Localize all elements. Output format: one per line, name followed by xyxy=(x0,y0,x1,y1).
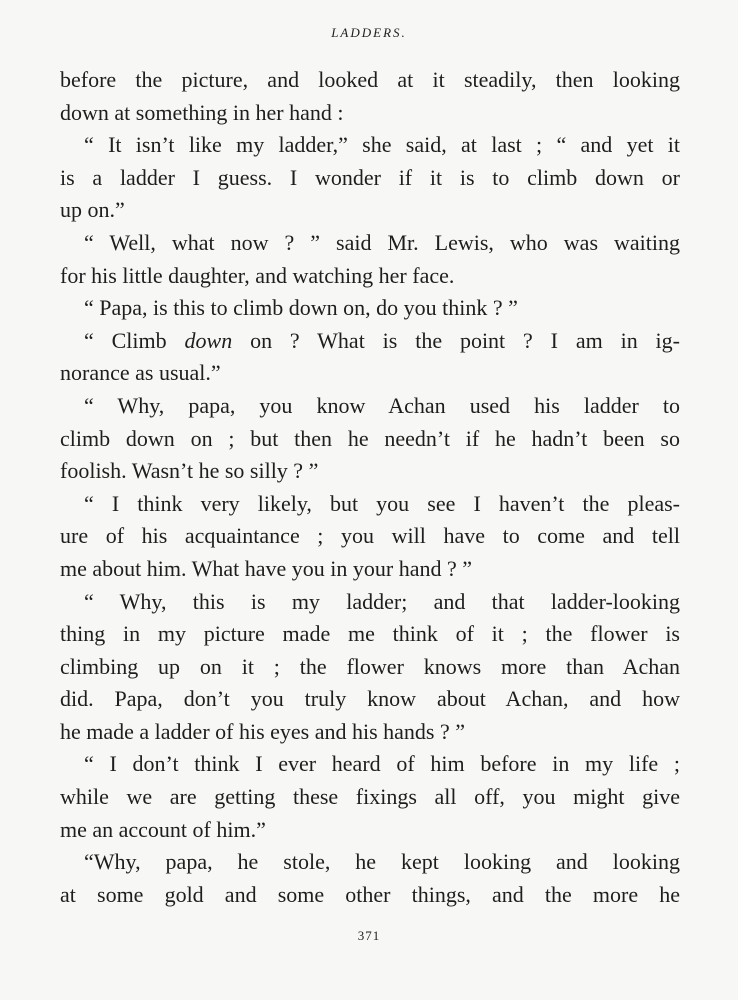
text-line: climbing up on it ; the flower knows more than Achan xyxy=(60,653,680,679)
text-line xyxy=(60,325,680,358)
text-line: for his little daughter, and watching her face. xyxy=(60,262,455,288)
text-line: while we are getting these fixings all off, you might give xyxy=(60,784,680,810)
text-line: up on.” xyxy=(60,197,125,223)
text-line: “ Why, papa, you know Achan used his ladder to xyxy=(84,392,680,418)
text-line: norance as usual.” xyxy=(60,360,221,386)
text-line: “ It isn’t like my ladder,” she said, at last ; “ and yet it xyxy=(84,132,680,158)
running-header: LADDERS. xyxy=(331,25,407,40)
text-segment: “ Climb xyxy=(84,327,185,353)
text-line: me about him. What have you in your hand ? ” xyxy=(60,555,472,581)
emphasized-word: down xyxy=(184,327,233,353)
text-line: down at something in her hand : xyxy=(60,99,344,125)
text-line: me an account of him.” xyxy=(60,816,266,842)
text-line: “ I think very likely, but you see I haven’t the pleas- xyxy=(84,490,680,516)
text-line: “Why, papa, he stole, he kept looking and looking xyxy=(84,849,680,875)
text-line: “ Why, this is my ladder; and that ladder-looking xyxy=(84,588,680,614)
text-line: “ Papa, is this to climb down on, do you think ? ” xyxy=(84,295,518,321)
text-line: is a ladder I guess. I wonder if it is to climb down or xyxy=(60,164,680,190)
page-number: 371 xyxy=(357,928,381,943)
text-line: foolish. Wasn’t he so silly ? ” xyxy=(60,458,319,484)
text-line: he made a ladder of his eyes and his hands ? ” xyxy=(60,718,466,744)
text-line: at some gold and some other things, and the more he xyxy=(60,881,680,907)
text-line: did. Papa, don’t you truly know about Achan, and how xyxy=(60,686,680,712)
text-segment: on ? What is the point ? I am in ig- xyxy=(232,327,680,353)
text-line: thing in my picture made me think of it ; the flower is xyxy=(60,621,680,647)
text-line: “ I don’t think I ever heard of him before in my life ; xyxy=(84,751,680,777)
body-text xyxy=(60,64,680,911)
text-line: ure of his acquaintance ; you will have to come and tell xyxy=(60,523,680,549)
text-line: before the picture, and looked at it steadily, then looking xyxy=(60,67,680,92)
text-line: “ Well, what now ? ” said Mr. Lewis, who was waiting xyxy=(84,229,680,255)
text-line: climb down on ; but then he needn’t if he hadn’t been so xyxy=(60,425,680,451)
